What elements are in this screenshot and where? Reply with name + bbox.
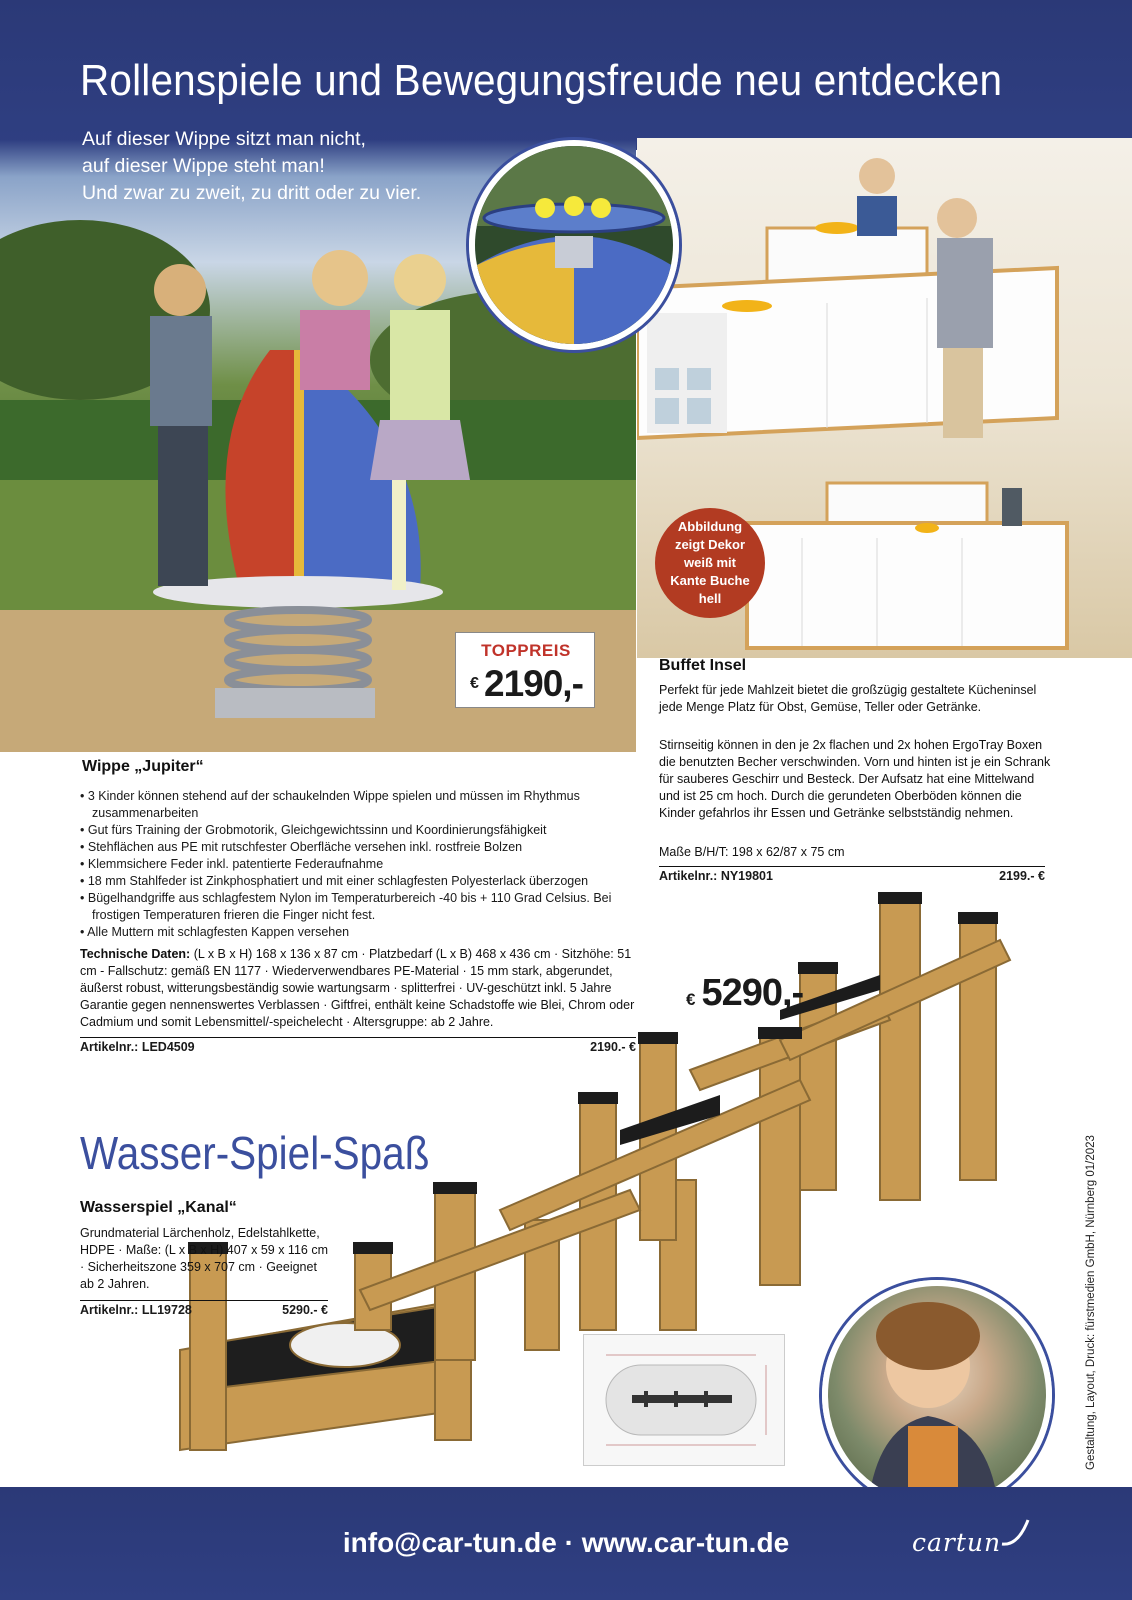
- feature-item: • Bügelhandgriffe aus schlagfestem Nylon im Temperaturbereich -40 bis + 110 Grad Celsius. Bei frostigen Temperaturen frieren die Finger nicht fest.: [80, 890, 640, 924]
- seesaw-product-title: Wippe „Jupiter“: [82, 758, 204, 775]
- article-price: 5290.- €: [282, 1303, 328, 1317]
- article-number: Artikelnr.: NY19801: [659, 869, 773, 883]
- credit-text: Gestaltung, Layout, Druck: fürstmedien GmbH, Nürnberg 01/2023: [1085, 1135, 1097, 1470]
- toppreis-label: TOPPREIS: [481, 641, 571, 660]
- feature-item: • Alle Muttern mit schlagfesten Kappen versehen: [80, 924, 640, 941]
- feature-item: • Klemmsichere Feder inkl. patentierte Federaufnahme: [80, 856, 640, 873]
- seesaw-detail-illustration: [475, 146, 673, 344]
- feature-item: • Gut fürs Training der Grobmotorik, Gleichgewichtssinn und Koordinierungsfähigkeit: [80, 822, 640, 839]
- toppreis-price: 2190,-: [484, 663, 583, 704]
- buffet-paragraph: Perfekt für jede Mahlzeit bietet die großzügig gestaltete Kücheninsel jede Menge Platz für Obst, Gemüse, Teller oder Getränke.: [659, 683, 1037, 714]
- currency-symbol: €: [470, 675, 479, 692]
- currency-symbol: €: [686, 990, 696, 1009]
- decor-note-badge: [655, 508, 765, 618]
- water-article-row: [80, 1300, 328, 1317]
- water-big-price: [686, 972, 803, 1015]
- seesaw-detail-circle: [469, 140, 679, 350]
- seesaw-tagline-line: Auf dieser Wippe sitzt man nicht,: [82, 128, 366, 150]
- water-product-title: Wasserspiel „Kanal“: [80, 1199, 237, 1216]
- feature-item: • 3 Kinder können stehend auf der schaukelnden Wippe spielen und müssen im Rhythmus zusammenarbeiten: [80, 788, 640, 822]
- brand-wordmark: cartun: [912, 1528, 1002, 1557]
- article-number: Artikelnr.: LL19728: [80, 1303, 192, 1317]
- child-photo-circle: [822, 1280, 1052, 1510]
- article-price: 2199.- €: [999, 869, 1045, 883]
- safety-zone-diagram: [584, 1335, 784, 1465]
- logo-swoosh-icon: [998, 1518, 1034, 1548]
- article-number: Artikelnr.: LED4509: [80, 1040, 195, 1054]
- seesaw-tagline-line: auf dieser Wippe steht man!: [82, 155, 325, 177]
- decor-note-text: Abbildung zeigt Dekor weiß mit Kante Buche hell: [670, 519, 750, 606]
- water-price-value: 5290,-: [701, 972, 804, 1014]
- seesaw-tagline-line: Und zwar zu zweit, zu dritt oder zu vier.: [82, 182, 422, 204]
- toppreis-price-box: [455, 632, 595, 708]
- footer-contact-links[interactable]: info@car-tun.de · www.car-tun.de: [342, 1527, 790, 1558]
- tech-text: (L x B x H) 168 x 136 x 87 cm · Platzbedarf (L x B) 468 x 436 cm · Sitzhöhe: 51 cm - Fallschutz: gemäß EN 1177 · Wiederverwendbares PE-Material · 15 mm stark, abgerundet, äußerst robust, witterungsbeständig sowie wartungsarm · splitterfrei · UV-geschützt inkl. 5 Jahre Garantie gegen nennenswertes Verblassen · Giftfrei, enthält keine Schadstoffe wie Blei, Chrom oder Cadmium und somit Lebensmittel/-speichelecht · Altersgruppe: ab 2 Jahre.: [80, 947, 635, 1029]
- cartun-logo: [912, 1528, 1001, 1557]
- tech-label: Technische Daten:: [80, 947, 191, 961]
- water-product-description: Grundmaterial Lärchenholz, Edelstahlkette, HDPE · Maße: (L x B x H) 407 x 59 x 116 cm · Sicherheitszone 359 x 707 cm · Geeignet ab 2 Jahren.: [80, 1226, 328, 1291]
- page-headline: Rollenspiele und Bewegungsfreude neu entdecken: [80, 56, 1003, 105]
- feature-item: • Stehflächen aus PE mit rutschfester Oberfläche versehen inkl. rostfreie Bolzen: [80, 839, 640, 856]
- buffet-article-row: [659, 866, 1045, 883]
- safety-zone-plan: [583, 1334, 785, 1466]
- child-illustration: [828, 1286, 1046, 1504]
- article-price: 2190.- €: [590, 1040, 636, 1054]
- water-section-title: Wasser-Spiel-Spaß: [80, 1127, 430, 1179]
- buffet-dimensions: Maße B/H/T: 198 x 62/87 x 75 cm: [659, 845, 845, 859]
- buffet-paragraph: Stirnseitig können in den je 2x flachen und 2x hohen ErgoTray Boxen die benutzten Becher verschwinden. Vorn und hinten ist je ein Schrank für sauberes Geschirr und Besteck. Der Aufsatz hat eine Mittelwand und ist 25 cm hoch. Durch die gerundeten Oberböden können die Kinder gefahrlos ihr Essen und Getränke selbstständig nehmen.: [659, 738, 1051, 820]
- production-credit: [1085, 1100, 1103, 1470]
- buffet-product-title: Buffet Insel: [659, 657, 747, 674]
- feature-item: • 18 mm Stahlfeder ist Zinkphosphatiert und mit einer schlagfesten Polyesterlack überzogen: [80, 873, 640, 890]
